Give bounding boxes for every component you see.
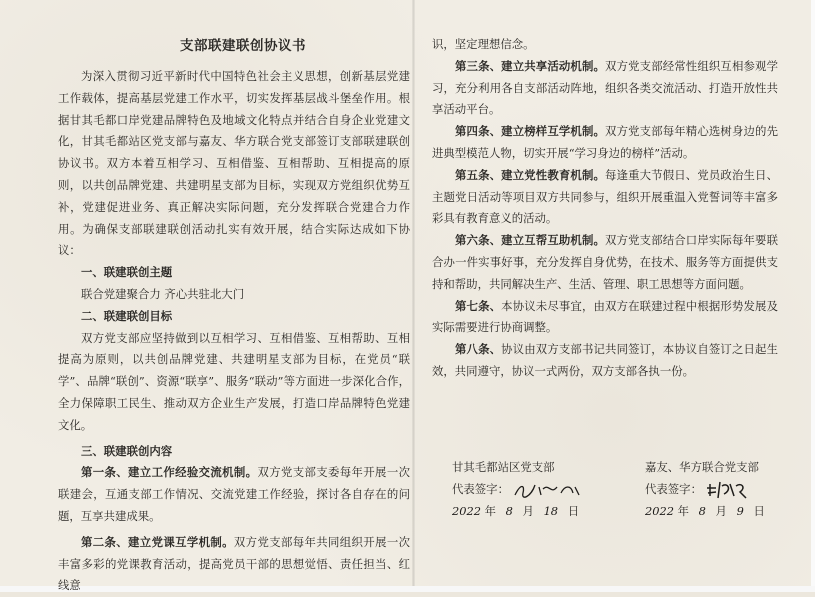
article-2-body-left: 双方党支部每年共同组织开展一次丰富多彩的党课教育活动，提高党员干部的思想觉悟、责任担当、红线意 [58,534,410,593]
article-8 [432,339,778,383]
signature-block-b [645,456,765,522]
party-a-date-month: 8 [505,504,513,518]
section-heading-goal: 二、联建联创目标 [81,308,173,323]
party-a-org: 甘其毛都站区党支部 [452,460,555,474]
party-a-day-unit: 日 [567,504,580,518]
article-3-body: 双方党支部经常性组织互相参观学习，充分利用各自支部活动阵地，组织各类交流活动、打造开放性共享活动平台。 [432,58,778,117]
article-8-body: 协议由双方支部书记共同签订，本协议自签订之日起生效，共同遵守，协议一式两份，双方支部各执一份。 [432,342,778,378]
section-heading-content: 三、联建联创内容 [81,443,173,458]
party-b-date-day: 9 [736,504,744,518]
party-b-date-year: 2022 [645,504,674,518]
party-b-rep-label: 代表签字： [645,482,702,496]
article-4-body: 双方党支部每年精心选树身边的先进典型模范人物，切实开展“学习身边的榜样”活动。 [432,124,778,160]
article-1-head: 第一条、建立工作经验交流机制。 [81,465,258,480]
article-7-body: 本协议未尽事宜，由双方在联建过程中根据形势发展及实际需要进行协商调整。 [432,298,778,335]
article-1-body: 双方党支部支委每年开展一次联建会，互通支部工作情况、交流党建工作经验，探讨各自存在的问题，互享共建成果。 [58,465,410,523]
party-a-date-day: 18 [543,504,559,518]
article-6 [432,230,778,295]
article-3-head: 第三条、建立共享活动机制。 [455,58,606,73]
article-5 [432,165,778,230]
article-7 [432,296,778,340]
party-a-date [452,500,583,522]
section-heading-theme: 一、联建联创主题 [81,265,173,280]
scan-edge-right [811,0,815,592]
article-4-head: 第四条、建立榜样互学机制。 [455,124,606,139]
party-b-month-unit: 月 [715,504,727,518]
article-6-head: 第六条、建立互帮互助机制。 [455,233,606,248]
signature-block-a [452,456,583,522]
article-2 [58,532,410,597]
article-2-tail: 识，坚定理想信念。 [432,37,535,51]
party-b-org: 嘉友、华方联合党支部 [645,460,759,474]
party-a-month-unit: 月 [522,504,534,518]
party-b-date [645,500,765,522]
article-4 [432,121,778,165]
article-7-head: 第七条、 [455,298,502,313]
article-2-head: 第二条、建立党课互学机制。 [81,534,234,549]
theme-text: 联合党建聚合力 齐心共驻北大门 [81,286,245,301]
article-8-head: 第八条、 [455,342,502,357]
party-b-rep [645,478,765,500]
party-b-date-month: 8 [698,504,706,518]
document-title: 支部联建联创协议书 [180,38,306,54]
party-b-signature [706,482,750,496]
party-b-day-unit: 日 [753,504,765,518]
party-a-signature [513,482,583,496]
party-a-year-unit: 年 [484,504,497,518]
article-3 [432,56,778,121]
article-5-head: 第五条、建立党性教育机制。 [455,167,606,182]
party-a-date-year: 2022 [452,504,481,518]
page-fold [412,0,415,592]
goal-paragraph: 双方党支部应坚持做到以互相学习、互相借鉴、互相帮助、互相提高为原则，以共创品牌党建、共建明星支部为目标，在党员“联学”、品牌“联创”、资源“联享”、服务“联动”等方面进一步深化合作，全力保障职工民生、推动双方企业生产发展，打造口岸品牌特色党建文化。 [58,330,410,432]
party-a-rep [452,478,583,500]
article-1 [58,462,410,527]
article-5-body: 每逢重大节假日、党员政治生日、主题党日活动等项目双方共同参与，组织开展重温入党誓词等丰富多彩具有教育意义的活动。 [432,167,778,226]
party-b-year-unit: 年 [677,504,690,518]
intro-paragraph: 为深入贯彻习近平新时代中国特色社会主义思想，创新基层党建工作载体，提高基层党建工作水平，切实发挥基层战斗堡垒作用。根据甘其毛都口岸党建品牌特色及地域文化特点并结合自身企业党建文化，甘其毛都站区党支部与嘉友、华方联合党支部签订支部联建联创协议书。双方本着互相学习、互相借鉴、互相帮助、互相提高的原则，以共创品牌党建、共建明星支部为目标，实现双方党组织优势互补，党建促进业务、真正解决实际问题，充分发挥联合党建合力作用。为确保支部联建联创活动扎实有效开展，结合实际达成如下协议： [58,69,410,258]
party-a-rep-label: 代表签字： [452,482,509,496]
article-6-body: 双方党支部结合口岸实际每年要联合办一件实事好事，充分发挥自身优势，在技术、服务等方面提供支持和帮助，共同解决生产、生活、管理、职工思想等方面问题。 [432,233,778,291]
